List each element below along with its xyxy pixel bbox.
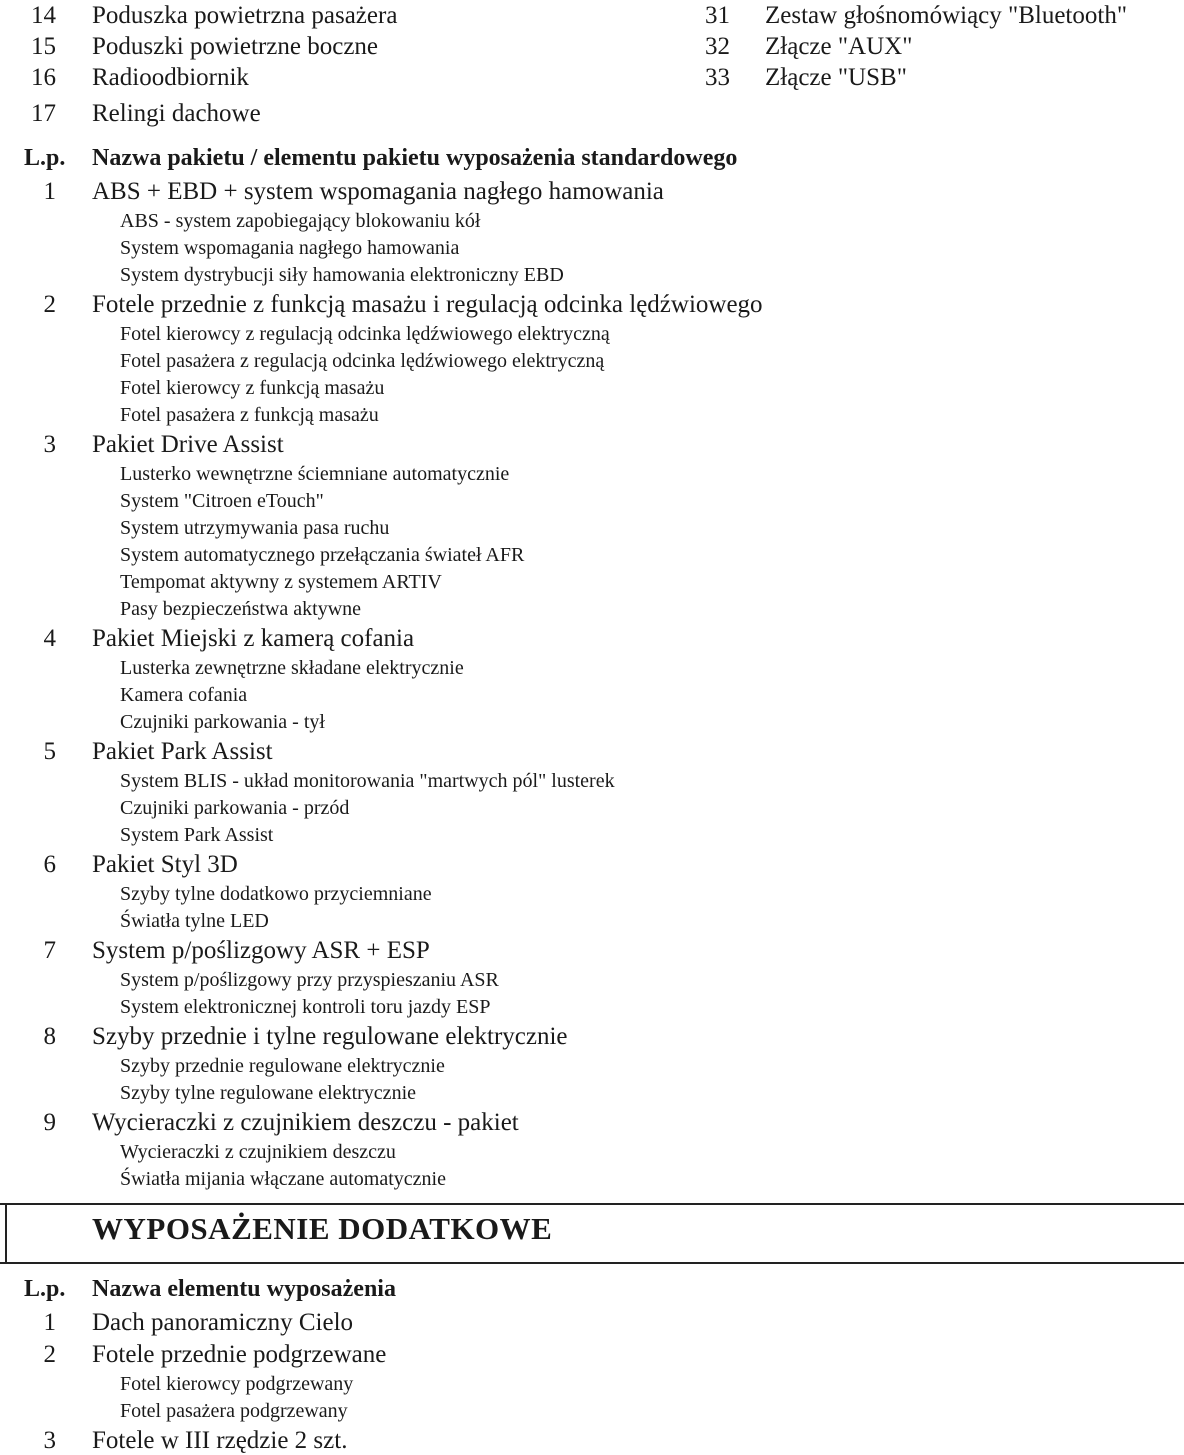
sub-item: Wycieraczki z czujnikiem deszczu	[120, 1141, 396, 1163]
sub-item: System dystrybucji siły hamowania elektroniczny EBD	[120, 264, 564, 286]
item-name: Szyby przednie i tylne regulowane elektrycznie	[92, 1023, 568, 1050]
item-name: Fotele w III rzędzie 2 szt.	[92, 1427, 348, 1454]
sub-item: Lusterko wewnętrzne ściemniane automatycznie	[120, 463, 510, 485]
item-name: Pakiet Drive Assist	[92, 431, 284, 458]
item-number: 8	[43, 1023, 56, 1050]
sub-item: Tempomat aktywny z systemem ARTIV	[120, 571, 442, 593]
name-header: Nazwa elementu wyposażenia	[92, 1276, 396, 1302]
sub-item: Światła mijania włączane automatycznie	[120, 1168, 446, 1190]
sub-item: System utrzymywania pasa ruchu	[120, 517, 390, 539]
sub-item: System automatycznego przełączania świateł AFR	[120, 544, 525, 566]
sub-item: Fotel kierowcy z funkcją masażu	[120, 377, 385, 399]
sub-item: Światła tylne LED	[120, 910, 269, 932]
sub-item: System "Citroen eTouch"	[120, 490, 324, 512]
item-name: Pakiet Styl 3D	[92, 851, 238, 878]
item-name: Fotele przednie z funkcją masażu i regulacją odcinka lędźwiowego	[92, 291, 763, 318]
item-number: 3	[43, 431, 56, 458]
section-bottom-rule	[0, 1262, 1184, 1264]
sub-item: Szyby tylne regulowane elektrycznie	[120, 1082, 416, 1104]
lp-header: L.p.	[24, 1276, 66, 1302]
item-number: 2	[43, 291, 56, 318]
sub-item: System elektronicznej kontroli toru jazdy ESP	[120, 996, 491, 1018]
sub-item: Fotel pasażera podgrzewany	[120, 1400, 348, 1422]
sub-item: Czujniki parkowania - tył	[120, 711, 325, 733]
item-name: System p/poślizgowy ASR + ESP	[92, 937, 430, 964]
sub-item: Fotel kierowcy podgrzewany	[120, 1373, 354, 1395]
sub-item: System Park Assist	[120, 824, 274, 846]
item-number: 9	[43, 1109, 56, 1136]
sub-item: Fotel pasażera z regulacją odcinka lędźwiowego elektryczną	[120, 350, 605, 372]
section-title: WYPOSAŻENIE DODATKOWE	[92, 1211, 553, 1246]
item-number: 4	[43, 625, 56, 652]
sub-item: ABS - system zapobiegający blokowaniu kół	[120, 210, 481, 232]
sub-item: Czujniki parkowania - przód	[120, 797, 350, 819]
section-left-rule	[5, 1203, 7, 1263]
section-top-rule	[0, 1203, 1184, 1205]
additional-header	[24, 1276, 396, 1303]
item-number: 7	[43, 937, 56, 964]
item-name: Dach panoramiczny Cielo	[92, 1309, 354, 1336]
sub-item: Fotel pasażera z funkcją masażu	[120, 404, 379, 426]
sub-item: System p/poślizgowy przy przyspieszaniu ASR	[120, 969, 499, 991]
name-header: Nazwa pakietu / elementu pakietu wyposażenia standardowego	[92, 145, 738, 171]
item-name: Fotele przednie podgrzewane	[92, 1341, 387, 1368]
sub-item: Kamera cofania	[120, 684, 248, 706]
item-name: Pakiet Miejski z kamerą cofania	[92, 625, 415, 652]
item-name: ABS + EBD + system wspomagania nagłego hamowania	[92, 178, 664, 205]
lp-header: L.p.	[24, 145, 66, 171]
item-name: Pakiet Park Assist	[92, 738, 273, 765]
sub-item: System wspomagania nagłego hamowania	[120, 237, 460, 259]
item-number: 1	[43, 1309, 56, 1336]
item-number: 3	[43, 1427, 56, 1454]
sub-item: Lusterka zewnętrzne składane elektrycznie	[120, 657, 464, 679]
sub-item: Fotel kierowcy z regulacją odcinka lędźwiowego elektryczną	[120, 323, 610, 345]
item-number: 2	[43, 1341, 56, 1368]
standard-packages-header	[24, 145, 738, 172]
sub-item: System BLIS - układ monitorowania "martwych pól" lusterek	[120, 770, 615, 792]
sub-item: Szyby przednie regulowane elektrycznie	[120, 1055, 445, 1077]
sub-item: Szyby tylne dodatkowo przyciemniane	[120, 883, 432, 905]
item-number: 1	[43, 178, 56, 205]
item-name: Wycieraczki z czujnikiem deszczu - pakiet	[92, 1109, 519, 1136]
item-number: 5	[43, 738, 56, 765]
item-number: 6	[43, 851, 56, 878]
sub-item: Pasy bezpieczeństwa aktywne	[120, 598, 362, 620]
